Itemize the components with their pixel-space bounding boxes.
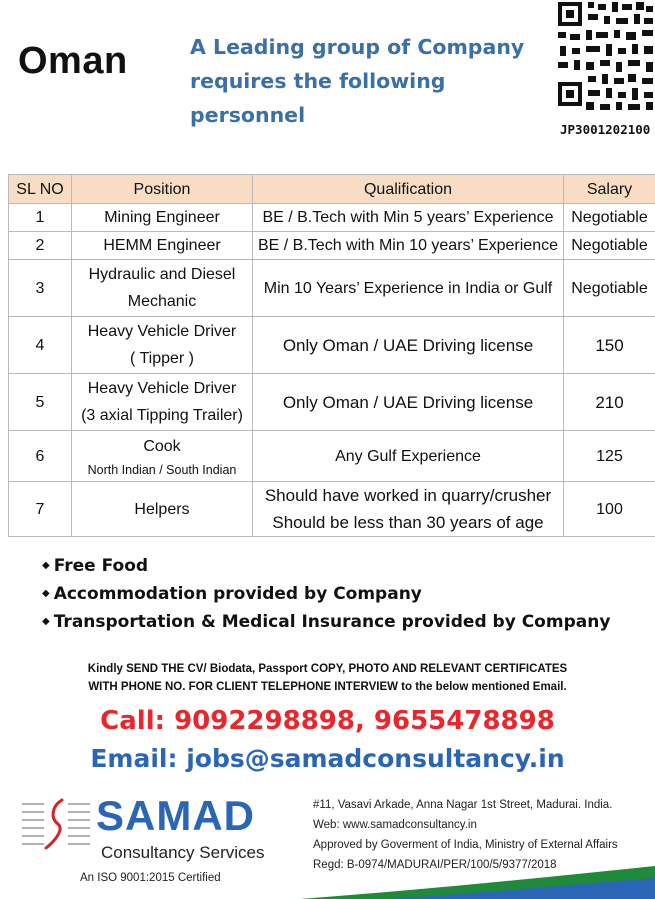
- footer-swoosh-icon: [300, 858, 655, 899]
- cell-sl: 1: [9, 204, 72, 232]
- table-header-row: [9, 175, 655, 204]
- cell-sl: 4: [9, 317, 72, 374]
- cell-qualification: [253, 482, 564, 537]
- cell-salary: Negotiable: [564, 232, 655, 260]
- benefit-text: Free Food: [53, 556, 149, 576]
- call-numbers: Call: 9092298898, 9655478898: [100, 706, 555, 736]
- cell-sl: 2: [9, 232, 72, 260]
- bullet-icon: ◆: [42, 588, 50, 599]
- headline-line-1: A Leading group of Company: [190, 35, 525, 59]
- cell-sl: 7: [9, 482, 72, 537]
- column-header-position: Position: [72, 175, 253, 204]
- table-row: [9, 431, 655, 482]
- company-address: #11, Vasavi Arkade, Anna Nagar 1st Street, Madurai. India.: [313, 799, 613, 811]
- position-line-1: Hydraulic and Diesel: [88, 266, 236, 283]
- job-table: [8, 174, 655, 537]
- cell-qualification: Any Gulf Experience: [253, 431, 564, 482]
- headline-line-2: requires the following personnel: [190, 69, 446, 127]
- table-row: [9, 317, 655, 374]
- job-code: JP3001202100: [560, 122, 651, 137]
- company-website: Web: www.samadconsultancy.in: [313, 819, 477, 831]
- table-row: [9, 482, 655, 537]
- column-header-salary: Salary: [564, 175, 655, 204]
- qualification-line-1: Should have worked in quarry/crusher: [264, 486, 552, 505]
- cell-qualification: Min 10 Years’ Experience in India or Gulf: [253, 260, 564, 317]
- benefit-text: Transportation & Medical Insurance provided by Company: [53, 612, 611, 632]
- samad-logo-icon: [22, 796, 90, 858]
- iso-certification: An ISO 9001:2015 Certified: [80, 872, 221, 884]
- cell-position: [72, 317, 253, 374]
- qr-code-icon: [556, 0, 655, 112]
- cell-sl: 6: [9, 431, 72, 482]
- position-line-1: Heavy Vehicle Driver: [87, 323, 237, 340]
- cell-sl: 5: [9, 374, 72, 431]
- benefit-item: [42, 552, 610, 580]
- company-name: SAMAD: [96, 792, 255, 839]
- company-registration: Regd: B-0974/MADURAI/PER/100/5/9377/2018: [313, 859, 557, 871]
- contact-email: Email: jobs@samadconsultancy.in: [90, 744, 565, 773]
- cell-salary: 125: [564, 431, 655, 482]
- cell-salary: Negotiable: [564, 260, 655, 317]
- cell-salary: Negotiable: [564, 204, 655, 232]
- country-heading: Oman: [18, 40, 128, 82]
- benefit-text: Accommodation provided by Company: [53, 584, 422, 604]
- headline: [190, 30, 560, 132]
- benefit-item: [42, 608, 610, 636]
- cell-qualification: Only Oman / UAE Driving license: [253, 317, 564, 374]
- position-line-2: (3 axial Tipping Trailer): [81, 407, 243, 424]
- position-line-1: Cook: [143, 437, 181, 455]
- position-line-2: ( Tipper ): [129, 350, 194, 367]
- column-header-qualification: Qualification: [253, 175, 564, 204]
- table-row: [9, 260, 655, 317]
- cell-position: [72, 431, 253, 482]
- cell-qualification: BE / B.Tech with Min 10 years’ Experience: [253, 232, 564, 260]
- cell-position: Mining Engineer: [72, 204, 253, 232]
- table-row: [9, 204, 655, 232]
- benefit-item: [42, 580, 610, 608]
- table-row: [9, 374, 655, 431]
- table-row: [9, 232, 655, 260]
- position-line-2: Mechanic: [127, 293, 197, 310]
- bullet-icon: ◆: [42, 616, 50, 627]
- position-line-2: North Indian / South Indian: [87, 462, 237, 477]
- cell-position: [72, 374, 253, 431]
- benefits-list: [42, 552, 610, 636]
- application-instructions: [0, 660, 655, 696]
- instructions-line-2: WITH PHONE NO. FOR CLIENT TELEPHONE INTERVIEW to the below mentioned Email.: [88, 681, 567, 693]
- cell-salary: 210: [564, 374, 655, 431]
- cell-sl: 3: [9, 260, 72, 317]
- bullet-icon: ◆: [42, 560, 50, 571]
- position-line-1: Heavy Vehicle Driver: [87, 380, 237, 397]
- cell-position: HEMM Engineer: [72, 232, 253, 260]
- cell-position: Helpers: [72, 482, 253, 537]
- company-tagline: Consultancy Services: [101, 843, 265, 862]
- company-approval: Approved by Goverment of India, Ministry of External Affairs: [313, 839, 618, 851]
- cell-position: [72, 260, 253, 317]
- cell-salary: 100: [564, 482, 655, 537]
- qualification-line-2: Should be less than 30 years of age: [272, 513, 544, 532]
- cell-qualification: Only Oman / UAE Driving license: [253, 374, 564, 431]
- cell-qualification: BE / B.Tech with Min 5 years’ Experience: [253, 204, 564, 232]
- cell-salary: 150: [564, 317, 655, 374]
- column-header-sl-no: SL NO: [9, 175, 72, 204]
- instructions-line-1: Kindly SEND THE CV/ Biodata, Passport COPY, PHOTO AND RELEVANT CERTIFICATES: [87, 663, 568, 675]
